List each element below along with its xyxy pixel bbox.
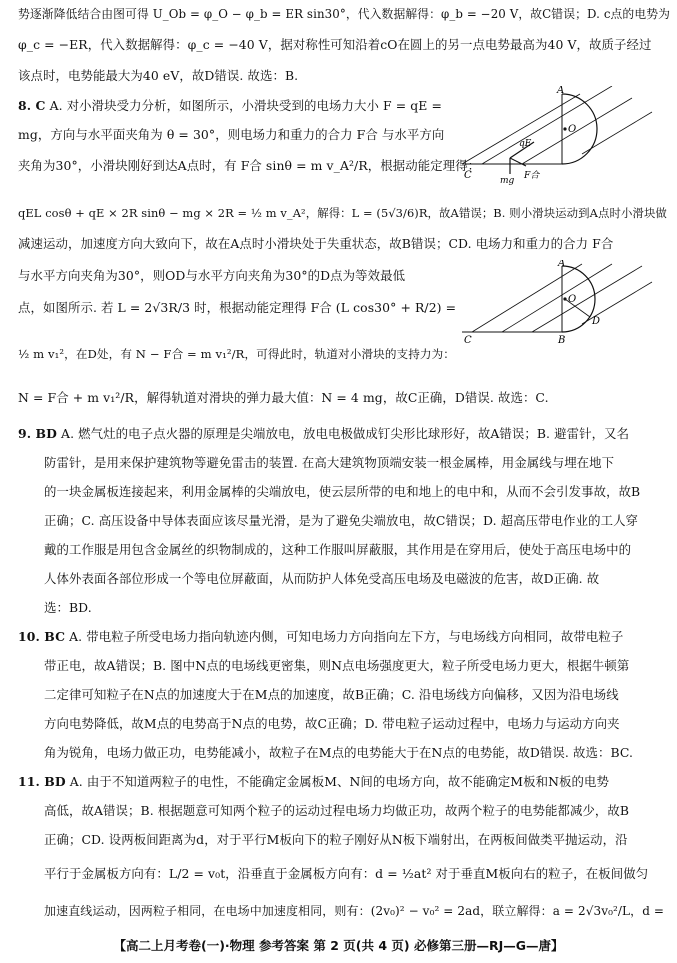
figure-label: C — [464, 335, 472, 345]
question-11-line — [18, 774, 609, 790]
figure-label: qE — [519, 139, 532, 149]
text-line: 戴的工作服是用包含金属丝的织物制成的，这种工作服叫屏蔽服，其作用是在穿用后，使处于高压电场中的 — [44, 542, 632, 557]
text-line: qEL cosθ + qE × 2R sinθ − mg × 2R = ½ m v_A²，解得：L = (5√3/6)R，故A错误；B. 则小滑块运动到A点时小滑块做 — [18, 206, 667, 220]
question-10-line — [18, 629, 623, 645]
text-line: 人体外表面各部位形成一个等电位屏蔽面，从而防护人体免受高压电场及电磁波的危害，故D正确. 故 — [44, 571, 600, 586]
figure-label: O — [568, 124, 577, 135]
question-9-line — [18, 426, 629, 442]
figure-label: C — [464, 170, 472, 181]
text-line: 平行于金属板方向有：L/2 = v₀t，沿垂直于金属板方向有：d = ½at² 对于垂直M板向右的粒子，在板间做匀 — [44, 866, 649, 881]
text-line: 该点时，电势能最大为40 eV，故D错误. 故选：B. — [18, 68, 299, 83]
question-8-line — [18, 98, 458, 114]
text-line: N = F合 + m v₁²/R，解得轨道对滑块的弹力最大值：N = 4 mg，故C正确，D错误. 故选：C. — [18, 390, 549, 405]
text-line: mg，方向与水平面夹角为 θ = 30°，则电场力和重力的合力 F合 与水平方向 — [18, 127, 445, 142]
question-number: 10. BC — [18, 629, 66, 644]
text-line: 方向电势降低，故M点的电势高于N点的电势，故C正确；D. 带电粒子运动过程中，电场力与运动方向夹 — [44, 716, 620, 731]
text-line: 点，如图所示. 若 L = 2√3R/3 时，根据动能定理得 F合 (L cos30° + R/2) = — [18, 300, 457, 315]
answer-text: A. 带电粒子所受电场力指向轨迹内侧，可知电场力方向指向左下方，与电场线方向相同，故带电粒子 — [69, 629, 624, 644]
text-line: 防雷针，是用来保护建筑物等避免雷击的装置. 在高大建筑物顶端安装一根金属棒，用金属线与埋在地下 — [44, 455, 615, 470]
answer-text: A. 由于不知道两粒子的电性，不能确定金属板M、N间的电场方向，故不能确定M板和N板的电势 — [69, 774, 609, 789]
text-line: 加速直线运动，因两粒子相同，在电场中加速度相同，则有：(2v₀)² − v₀² = 2ad，联立解得：a = 2√3v₀²/L，d = — [44, 904, 665, 918]
answer-text: A. 燃气灶的电子点火器的原理是尖端放电，放电电极做成钉尖形比球形好，故A错误；B. 避雷针，又名 — [61, 426, 630, 441]
question-number: 9. BD — [18, 426, 57, 441]
text-line: 角为锐角，电场力做正功，电势能减小，故粒子在M点的电势能大于在N点的电势能，故D错误. 故选：BC. — [44, 745, 634, 760]
force-diagram-figure — [462, 86, 662, 186]
text-line: 夹角为30°，小滑块刚好到达A点时，有 F合 sinθ = m v_A²/R，根据动能定理得： — [18, 158, 481, 173]
question-number: 11. BD — [18, 774, 66, 789]
text-line: 减速运动，加速度方向大致向下，故在A点时小滑块处于失重状态，故B错误；CD. 电场力和重力的合力 F合 — [18, 236, 614, 251]
equivalent-lowest-point-figure — [462, 260, 662, 345]
figure-label: F合 — [524, 171, 540, 181]
figure-label: B — [558, 335, 566, 345]
text-line: 势逐渐降低结合由图可得 U_Ob = φ_O − φ_b = ER sin30°，代入数据解得：φ_b = −20 V，故C错误；D. c点的电势为 — [18, 7, 671, 21]
text-line: 正确；C. 高压设备中导体表面应该尽量光滑，是为了避免尖端放电，故C错误；D. 超高压带电作业的工人穿 — [44, 513, 639, 528]
figure-label: O — [568, 294, 577, 305]
text-line: 选：BD. — [44, 600, 92, 615]
text-line: 与水平方向夹角为30°，则OD与水平方向夹角为30°的D点为等效最低 — [18, 268, 406, 283]
question-number: 8. C — [18, 98, 46, 113]
figure-label: mg — [500, 176, 515, 186]
text-line: 正确；CD. 设两板间距离为d，对于平行M板向下的粒子刚好从N板下端射出，在两板间做类平抛运动，沿 — [44, 832, 628, 847]
text-line: 高低，故A错误；B. 根据题意可知两个粒子的运动过程电场力均做正功，故两个粒子的电势能都减少，故B — [44, 803, 630, 818]
answer-text: A. 对小滑块受力分析，如图所示，小滑块受到的电场力大小 F = qE = — [49, 98, 442, 113]
equivalent-lowest-point-diagram — [462, 260, 662, 345]
text-line: 带正电，故A错误；B. 图中N点的电场线更密集，则N点电场强度更大，粒子所受电场力更大，根据牛顿第 — [44, 658, 630, 673]
page-footer: 【高二上月考卷(一)·物理 参考答案 第 2 页(共 4 页) 必修第三册—RJ—G—唐】 — [113, 938, 564, 953]
text-line: ½ m v₁²，在D处，有 N − F合 = m v₁²/R，可得此时，轨道对小滑块的支持力为： — [18, 347, 455, 361]
text-line: 的一块金属板连接起来，利用金属棒的尖端放电，使云层所带的电和地上的电中和，从而不会引发事故，故B — [44, 484, 641, 499]
force-diagram — [462, 86, 662, 186]
figure-label: A — [558, 260, 566, 269]
text-line: 二定律可知粒子在N点的加速度大于在M点的加速度，故B正确；C. 沿电场线方向偏移，又因为沿电场线 — [44, 687, 619, 702]
text-line: φ_c = −ER，代入数据解得：φ_c = −40 V，据对称性可知沿着cO在圆上的另一点电势最高为40 V，故质子经过 — [18, 37, 652, 52]
figure-label: D — [592, 316, 601, 327]
figure-label: A — [557, 86, 565, 96]
